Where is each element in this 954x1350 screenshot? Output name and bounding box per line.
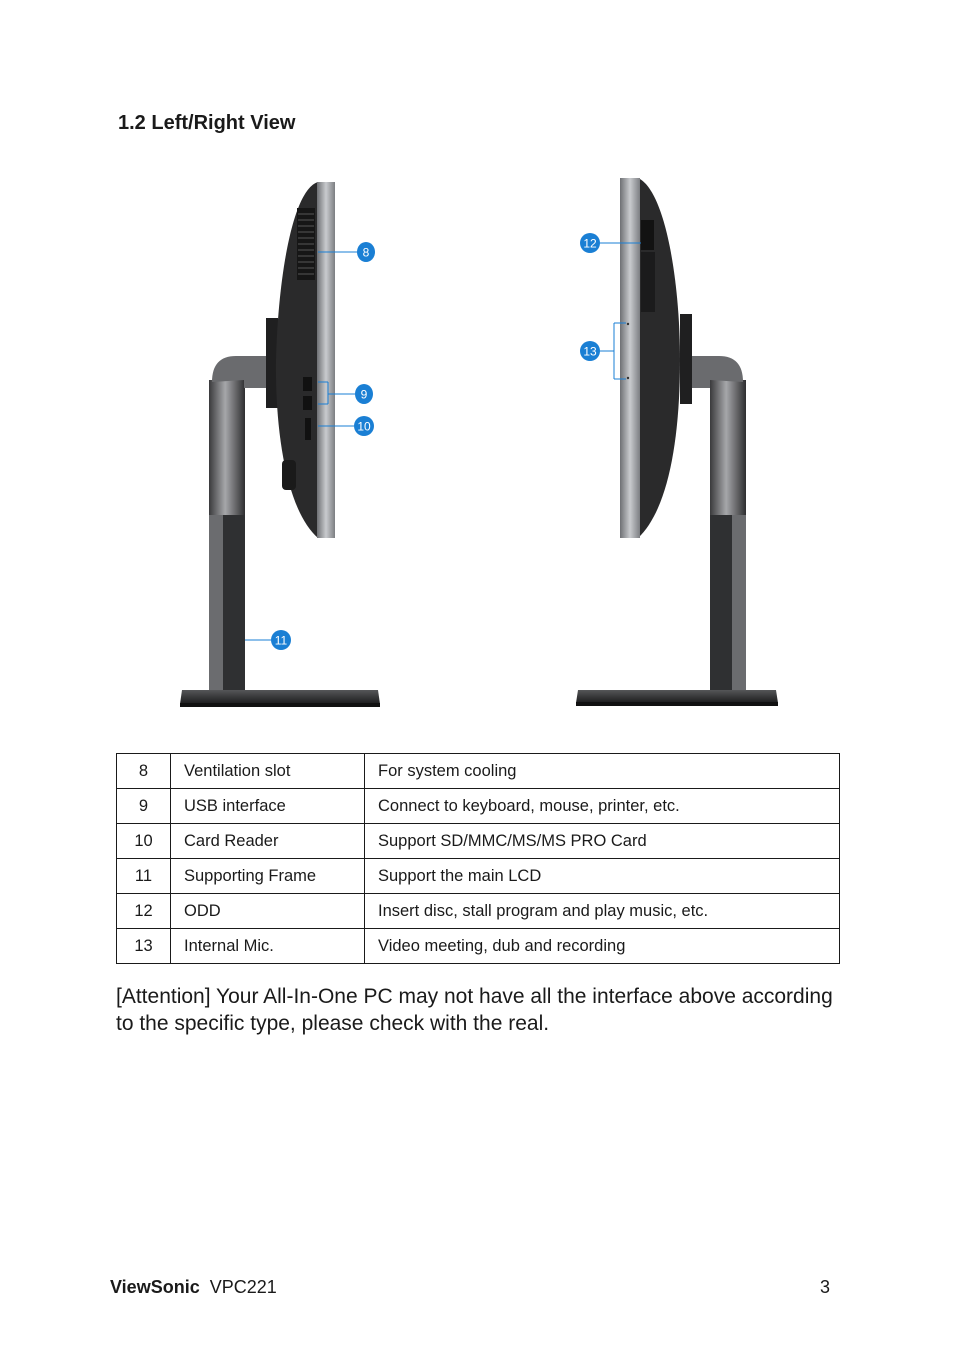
callout-13 [580, 323, 626, 379]
usb-port [303, 377, 312, 391]
model-name: VPC221 [209, 1277, 277, 1297]
item-name: Ventilation slot [171, 754, 365, 789]
section-title: 1.2 Left/Right View [118, 112, 296, 134]
table-row [117, 754, 840, 789]
callout-label: 12 [583, 236, 597, 251]
item-number: 11 [117, 859, 171, 894]
usb-port [303, 396, 312, 410]
item-description: Video meeting, dub and recording [365, 929, 840, 964]
left-right-view-figure [0, 160, 954, 720]
stand-base [576, 690, 778, 703]
page-number: 3 [820, 1277, 831, 1297]
table-row [117, 824, 840, 859]
callout-label: 13 [583, 344, 597, 359]
ventilation-slot [297, 208, 315, 280]
odd-drive [641, 220, 654, 250]
attention-note: [Attention] Your All-In-One PC may not have all the interface above according to the specific type, please check with the real. [116, 985, 833, 1035]
item-number: 10 [117, 824, 171, 859]
item-description: Connect to keyboard, mouse, printer, etc. [365, 789, 840, 824]
callout-label: 9 [360, 387, 368, 402]
item-number: 13 [117, 929, 171, 964]
card-reader-slot [305, 418, 311, 440]
item-description: For system cooling [365, 754, 840, 789]
left-side-device [180, 182, 380, 707]
item-name: ODD [171, 894, 365, 929]
brand-name: ViewSonic [110, 1277, 200, 1297]
item-description: Insert disc, stall program and play music, etc. [365, 894, 840, 929]
item-name: Card Reader [171, 824, 365, 859]
item-number: 8 [117, 754, 171, 789]
table-row [117, 859, 840, 894]
item-name: Supporting Frame [171, 859, 365, 894]
footer-brand [110, 1277, 277, 1298]
callout-label: 11 [274, 633, 288, 648]
item-description: Support SD/MMC/MS/MS PRO Card [365, 824, 840, 859]
item-name: USB interface [171, 789, 365, 824]
item-number: 12 [117, 894, 171, 929]
callout-label: 10 [357, 419, 371, 434]
table-row [117, 929, 840, 964]
feature-table [116, 753, 840, 964]
callout-11 [245, 630, 291, 650]
callout-label: 8 [362, 245, 370, 260]
table-row [117, 789, 840, 824]
item-description: Support the main LCD [365, 859, 840, 894]
right-side-device [576, 178, 778, 706]
table-row [117, 894, 840, 929]
bezel [620, 178, 640, 538]
item-name: Internal Mic. [171, 929, 365, 964]
item-number: 9 [117, 789, 171, 824]
hinge-block [680, 314, 692, 404]
stand-base [180, 690, 380, 704]
bezel [317, 182, 335, 538]
